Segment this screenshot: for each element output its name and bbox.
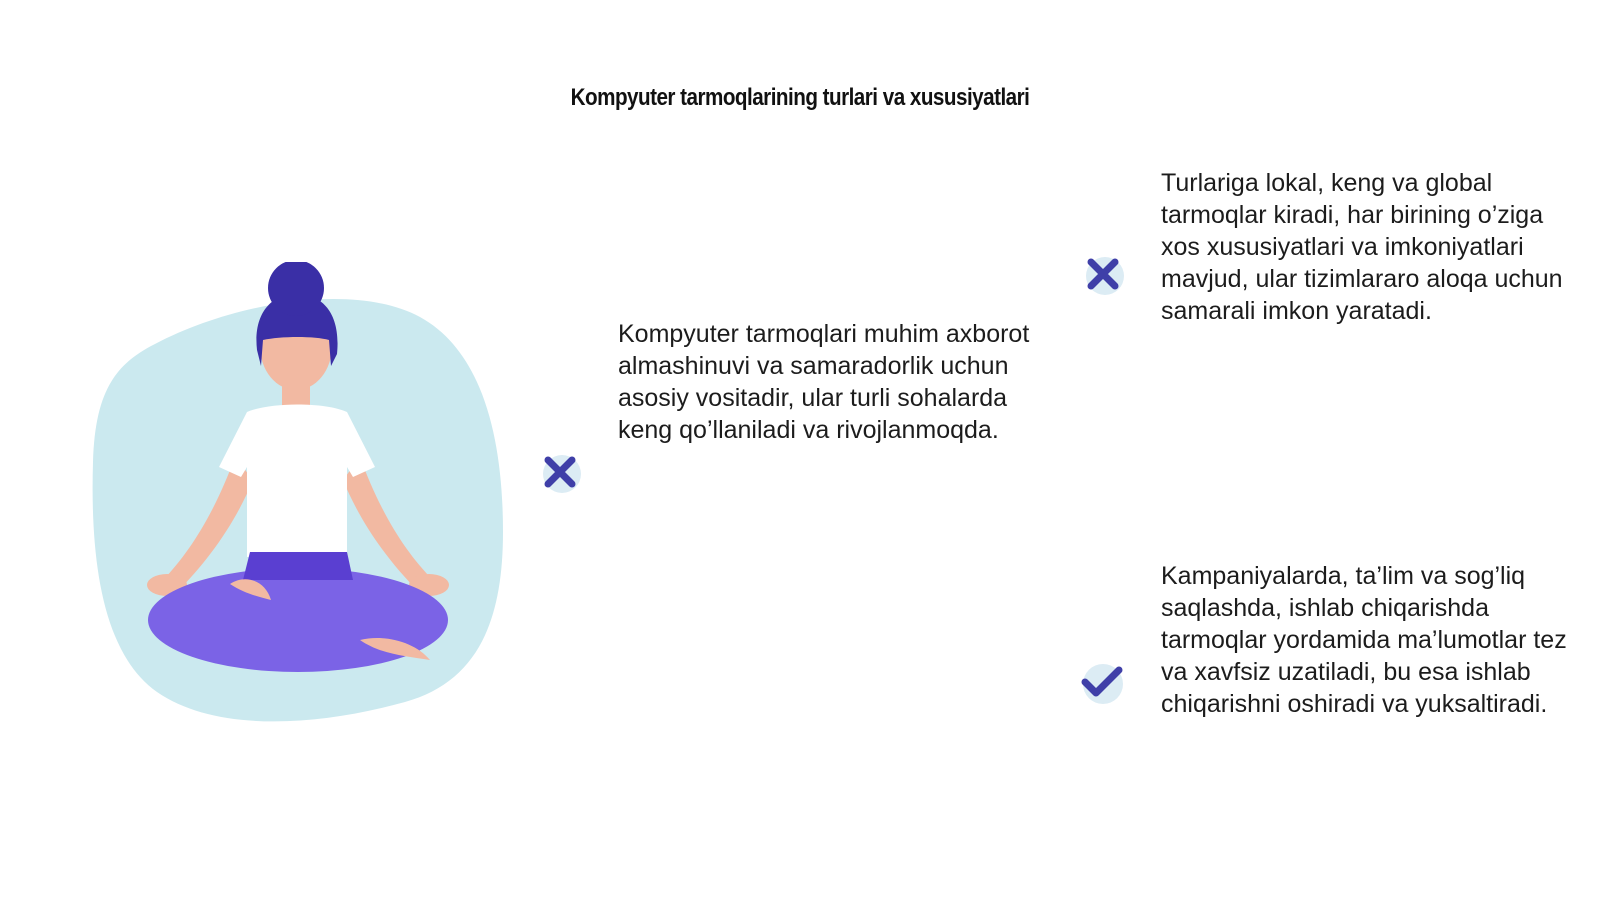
waist — [243, 552, 353, 580]
cross-icon — [538, 450, 582, 494]
pants — [148, 568, 448, 672]
cross-icon — [1081, 252, 1125, 296]
point-text-3: Kampaniyalarda, ta’lim va sog’liq saqlashda, ishlab chiqarishda tarmoqlar yordamida ma’lumotlar tez va xavfsiz uzatiladi, bu esa ishlab chiqarishni oshiradi va yuksaltiradi. — [1161, 562, 1567, 718]
slide-title: Kompyuter tarmoqlarining turlari va xususiyatlari — [570, 84, 1030, 111]
checkmark-icon — [1081, 660, 1125, 704]
point-text-1: Kompyuter tarmoqlari muhim axborot almashinuvi va samaradorlik uchun asosiy vositadir, ular turli sohalarda keng qo’llaniladi va rivojlanmoqda. — [618, 320, 1030, 444]
meditating-woman-illustration — [85, 262, 525, 742]
point-text-2: Turlariga lokal, keng va global tarmoqlar kiradi, har birining o’ziga xos xususiyatlari va imkoniyatlari mavjud, ular tizimlararo aloqa uchun samarali imkon yaratadi. — [1161, 169, 1563, 325]
hair-bun — [268, 262, 324, 316]
